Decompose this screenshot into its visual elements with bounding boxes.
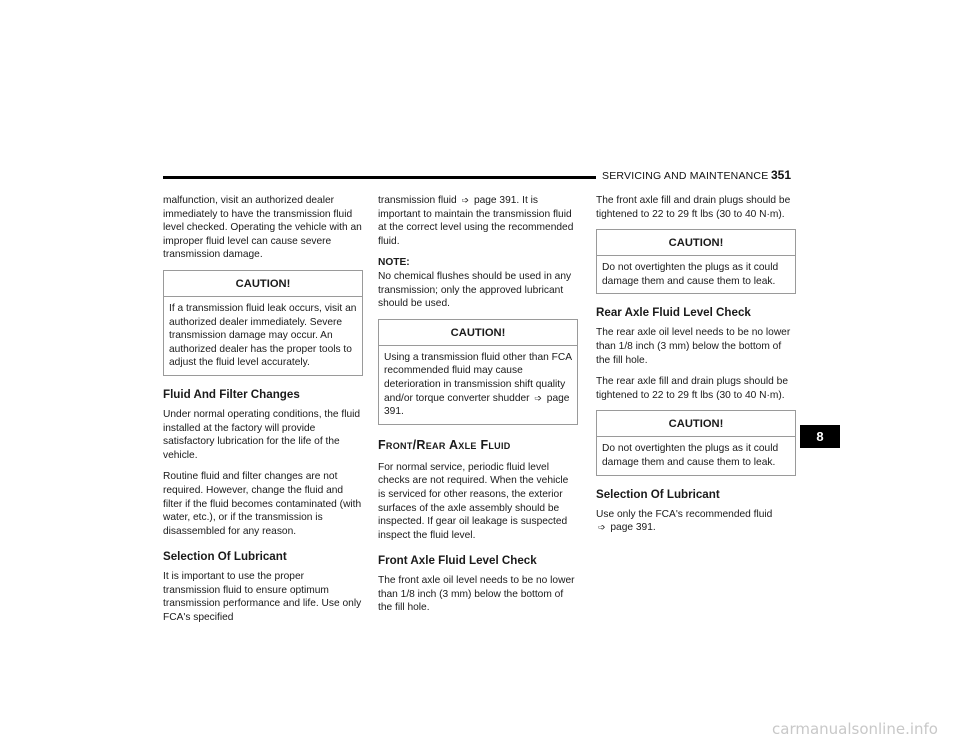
watermark: carmanualsonline.info [772,720,938,738]
heading-selection-of-lubricant: Selection Of Lubricant [596,487,720,501]
paragraph [596,508,796,535]
paragraph: It is important to use the proper transmission fluid to ensure optimum transmission performance and life. Use only FCA's specified [163,571,362,624]
text: transmission fluid [378,195,457,206]
heading-rear-axle-fluid-level-check: Rear Axle Fluid Level Check [596,306,751,320]
chapter-tab: 8 [800,425,840,448]
caution-box [378,319,578,425]
column-3 [596,194,796,543]
page-reference-link[interactable]: page 391. [610,522,656,534]
text: Use only the FCA's recommended fluid [596,508,773,520]
page-reference-arrow-icon: ➩ [534,392,542,403]
paragraph [378,194,578,248]
page-reference-arrow-icon: ➩ [461,195,470,205]
paragraph: The front axle fill and drain plugs should be tightened to 22 to 29 ft lbs (30 to 40 N·m). [596,195,791,220]
paragraph: Under normal operating conditions, the fluid installed at the factory will provide satisfactory lubrication for the life of the vehicle. [163,408,361,461]
caution-box [596,410,796,475]
caution-body: If a transmission fluid leak occurs, visit an authorized dealer immediately. Severe transmission damage may occur. An authorized dealer has the proper tools to adjust the fluid level accurately. [169,302,357,369]
column-2 [378,194,578,623]
caution-body [379,346,577,424]
section-title: SERVICING AND MAINTENANCE [596,170,774,182]
text: It is important to maintain the transmission fluid at the correct level using the recommended fluid. [378,195,574,247]
page-reference-arrow-icon: ➩ [598,522,606,533]
caution-title: CAUTION! [164,271,362,297]
caution-box [596,229,796,294]
paragraph: The rear axle fill and drain plugs should be tightened to 22 to 29 ft lbs (30 to 40 N·m). [596,376,788,401]
heading-fluid-filter-changes: Fluid And Filter Changes [163,387,300,401]
caution-title: CAUTION! [597,411,795,437]
caution-body: Do not overtighten the plugs as it could damage them and cause them to leak. [602,262,779,287]
page-reference-link[interactable]: page 391. [384,392,570,418]
caution-box [163,270,363,376]
paragraph: The rear axle oil level needs to be no lower than 1/8 inch (3 mm) below the bottom of the fill hole. [596,327,791,366]
page-reference-link[interactable]: page 391. [473,195,520,206]
note-label: NOTE: [378,257,410,269]
text: Using a transmission fluid other than FCA recommended fluid may cause deterioration in transmission shift quality and/or torque converter shudder [384,351,572,404]
page-number: 351 [771,168,792,182]
caution-title: CAUTION! [379,320,577,346]
paragraph: The front axle oil level needs to be no lower than 1/8 inch (3 mm) below the bottom of the fill hole. [378,575,575,614]
heading-front-rear-axle-fluid: Front/Rear Axle Fluid [378,437,511,452]
column-1 [163,194,363,633]
caution-body: Do not overtighten the plugs as it could damage them and cause them to leak. [602,443,779,468]
heading-front-axle-fluid-level-check: Front Axle Fluid Level Check [378,554,537,568]
heading-selection-of-lubricant: Selection Of Lubricant [163,550,287,564]
paragraph: For normal service, periodic fluid level checks are not required. When the vehicle is serviced for other reasons, the exterior surfaces of the axle assembly should be inspected. If gear oil leakage is suspected inspect the fluid level. [378,461,569,541]
paragraph: Routine fluid and filter changes are not required. However, change the fluid and filter if the fluid becomes contaminated (with water, etc.), or if the transmission is disassembled for any reason. [163,471,362,537]
note-text: No chemical flushes should be used in any transmission; only the approved lubricant should be used. [378,270,572,310]
paragraph: malfunction, visit an authorized dealer immediately to have the transmission fluid level checked. Operating the vehicle with an improper fluid level can cause severe transmission damage. [163,195,362,261]
caution-title: CAUTION! [597,230,795,256]
